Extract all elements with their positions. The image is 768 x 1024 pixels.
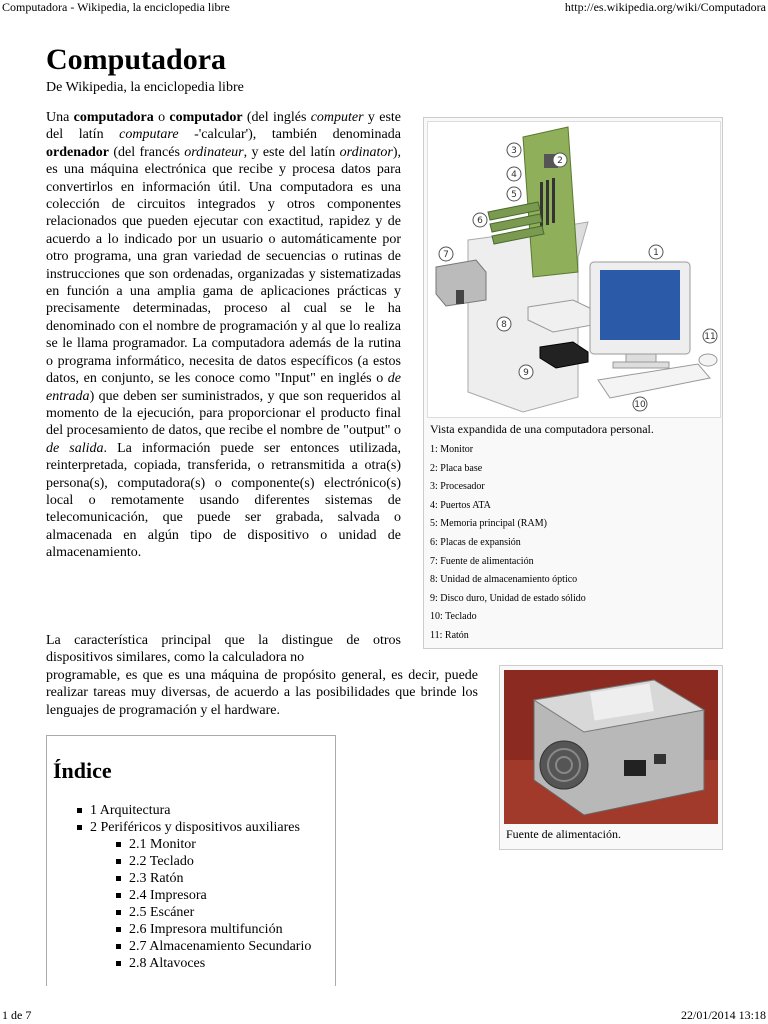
- svg-text:3: 3: [511, 146, 517, 156]
- svg-text:9: 9: [523, 368, 529, 378]
- svg-text:5: 5: [511, 190, 517, 200]
- legend-item: 9: Disco duro, Unidad de estado sólido: [430, 592, 586, 604]
- svg-text:4: 4: [511, 170, 517, 180]
- figure-power-supply: [499, 665, 723, 850]
- toc-subitem[interactable]: 2.6 Impresora multifunción: [116, 921, 311, 938]
- toc-item[interactable]: 1 Arquitectura: [77, 802, 311, 819]
- svg-text:6: 6: [477, 216, 483, 226]
- exploded-pc-illustration[interactable]: [427, 121, 721, 418]
- print-footer: [0, 1008, 768, 1024]
- svg-text:2: 2: [557, 156, 563, 166]
- toc-item[interactable]: 2 Periféricos y dispositivos auxiliares: [77, 819, 311, 836]
- toc-heading: Índice: [53, 758, 112, 783]
- svg-text:7: 7: [443, 250, 449, 260]
- table-of-contents: [46, 735, 336, 986]
- figure-exploded-pc: [423, 117, 723, 649]
- intro-paragraph: Una computadora o computador (del inglés computer y este del latín computare -'calcular'), también denominada ordenador (del francés ordinateur, y este del latín ordinator), es una máquina electrónica que recibe y procesa datos para convertirlos en información útil. Una computadora es una colección de circuitos integrados y otros componentes relacionados que pueden ejecutar con exactitud, rapidez y de acuerdo a lo indicado por un usuario o automáticamente por otro programa, una gran variedad de secuencias o rutinas de instrucciones que son ordenadas, organizadas y sistematizadas en función a una amplia gama de aplicaciones prácticas y precisamente determinadas, proceso al cual se le ha denominado con el nombre de programación y al que lo realiza se le llama programador. La computadora además de la rutina o programa informático, necesita de datos específicos (a estos datos, en conjunto, se les conoce como "Input" en inglés o de entrada) que deben ser suministrados, y que son requeridos al momento de la ejecución, para proporcionar el producto final del procesamiento de datos, que recibe el nombre de "output" o de salida. La información puede ser entonces utilizada, reinterpretada, copiada, transferida, o retransmitida a otra(s) persona(s), computadora(s) o componente(s) electrónico(s) local o remotamente usando diferentes sistemas de telecomunicación, que puede ser grabada, salvada o almacenada en algún tipo de dispositivo o unidad de almacenamiento.: [46, 110, 402, 561]
- page-url[interactable]: http://es.wikipedia.org/wiki/Computadora: [564, 0, 766, 14]
- article-tagline: De Wikipedia, la enciclopedia libre: [46, 80, 244, 95]
- legend-item: 4: Puertos ATA: [430, 499, 491, 511]
- legend-item: 7: Fuente de alimentación: [430, 555, 534, 567]
- figure2-caption: Fuente de alimentación.: [506, 827, 621, 841]
- legend-item: 5: Memoria principal (RAM): [430, 518, 547, 530]
- print-header: [0, 0, 768, 16]
- toc-subitem[interactable]: 2.1 Monitor: [116, 836, 311, 853]
- figure1-legend: [430, 441, 654, 646]
- article-title: Computadora: [46, 43, 227, 76]
- svg-text:8: 8: [501, 320, 507, 330]
- page-number: 1 de 7: [2, 1008, 32, 1022]
- svg-text:10: 10: [634, 400, 646, 410]
- characteristic-paragraph: La característica principal que la distingue de otros dispositivos similares, como la calculadora no programable, es que es una máquina de propósito general, es decir, puede realizar tareas muy diversas, de acuerdo a las posibilidades que brinde los lenguajes de programación y el hardware.: [46, 633, 478, 718]
- legend-item: 11: Ratón: [430, 629, 469, 641]
- figure1-caption-box: [430, 421, 654, 646]
- legend-item: 10: Teclado: [430, 611, 477, 623]
- toc-subitem[interactable]: 2.3 Ratón: [116, 870, 311, 887]
- legend-item: 2: Placa base: [430, 462, 483, 474]
- legend-item: 6: Placas de expansión: [430, 536, 521, 548]
- figure1-caption: Vista expandida de una computadora personal.: [430, 422, 654, 436]
- print-datetime: 22/01/2014 13:18: [680, 1008, 766, 1022]
- legend-item: 8: Unidad de almacenamiento óptico: [430, 574, 578, 586]
- toc-subitem[interactable]: 2.8 Altavoces: [116, 955, 311, 972]
- legend-item: 3: Procesador: [430, 481, 485, 493]
- svg-text:11: 11: [704, 332, 716, 342]
- toc-subitem[interactable]: 2.2 Teclado: [116, 853, 311, 870]
- toc-subitem[interactable]: 2.5 Escáner: [116, 904, 311, 921]
- toc-list: [77, 802, 311, 972]
- toc-subitem[interactable]: 2.7 Almacenamiento Secundario: [116, 938, 311, 955]
- legend-item: 1: Monitor: [430, 444, 474, 455]
- svg-text:1: 1: [653, 248, 659, 258]
- toc-subitem[interactable]: 2.4 Impresora: [116, 887, 311, 904]
- page-title-header: Computadora - Wikipedia, la enciclopedia libre: [2, 0, 230, 14]
- power-supply-photo[interactable]: [504, 670, 718, 824]
